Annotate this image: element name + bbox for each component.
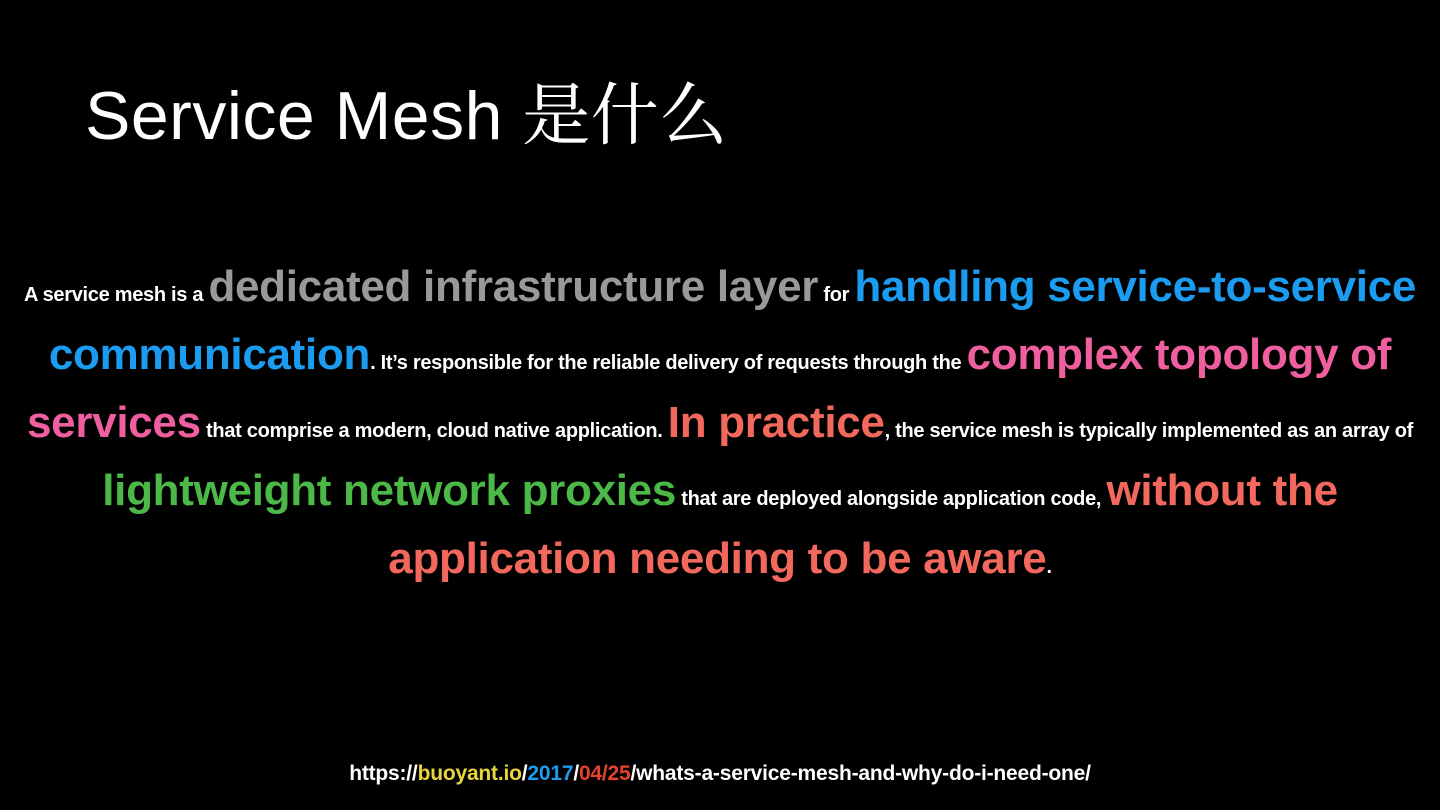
text-segment-for: for (818, 284, 855, 306)
url-separator-1: / (521, 762, 528, 785)
url-month-day: 04/25 (578, 762, 631, 785)
url-scheme: https:// (349, 762, 418, 785)
url-domain: buoyant.io (417, 762, 522, 785)
url-year: 2017 (527, 762, 574, 785)
slide-title: Service Mesh 是什么 (85, 78, 728, 154)
text-segment-deployed: that are deployed alongside application code, (676, 488, 1107, 510)
footer-url (0, 762, 1440, 786)
url-separator-2: / (573, 762, 579, 785)
highlight-without-application-aware: without the application needing to be aware (388, 466, 1338, 583)
highlight-in-practice: In practice (667, 398, 885, 447)
highlight-dedicated-infrastructure-layer: dedicated infrastructure layer (208, 262, 819, 311)
url-path: /whats-a-service-mesh-and-why-do-i-need-one/ (630, 762, 1091, 785)
highlight-complex-topology-of-services: complex topology of services (27, 330, 1392, 447)
highlight-handling-service-to-service-communication: handling service-to-service communication (48, 262, 1417, 379)
text-segment-comprise: that comprise a modern, cloud native application. (200, 420, 668, 442)
highlight-lightweight-network-proxies: lightweight network proxies (102, 466, 676, 515)
text-segment-responsible: . It’s responsible for the reliable delivery of requests through the (370, 352, 967, 374)
text-segment-implemented: , the service mesh is typically implemented as an array of (884, 420, 1413, 442)
definition-paragraph (0, 257, 1440, 597)
text-segment-period: . (1046, 556, 1052, 578)
text-segment-intro: A service mesh is a (23, 284, 209, 306)
